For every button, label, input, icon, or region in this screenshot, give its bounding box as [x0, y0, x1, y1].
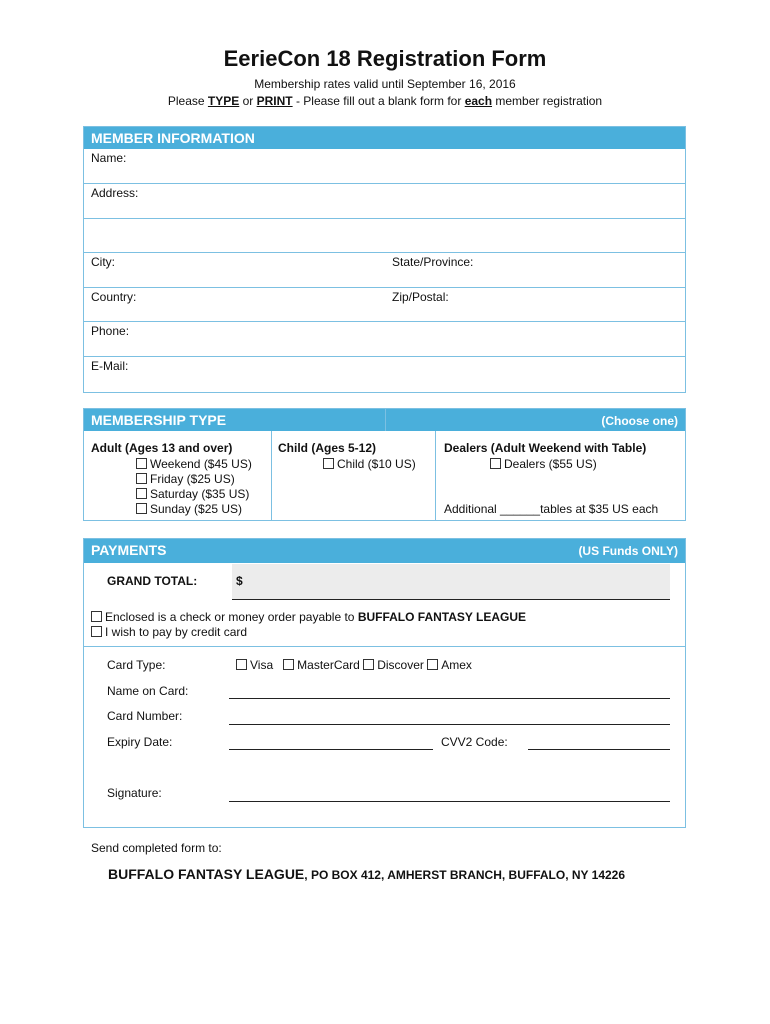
member-info-heading: MEMBER INFORMATION — [91, 130, 255, 146]
checkbox[interactable] — [136, 473, 147, 484]
checkbox[interactable] — [91, 626, 102, 637]
city-state-row — [84, 252, 685, 287]
payments-header — [84, 539, 685, 563]
email-label: E-Mail: — [91, 359, 129, 373]
instr-each: each — [464, 94, 493, 108]
payments-heading: PAYMENTS — [91, 542, 167, 558]
expiry-input[interactable] — [229, 749, 433, 750]
option-label: Weekend ($45 US) — [150, 457, 252, 471]
card-label: MasterCard — [297, 658, 360, 672]
grand-total-field[interactable] — [232, 564, 670, 600]
membership-options — [84, 431, 685, 520]
checkbox[interactable] — [136, 458, 147, 469]
child-option[interactable] — [323, 457, 416, 471]
payee-name: BUFFALO FANTASY LEAGUE — [357, 610, 527, 624]
check-option[interactable] — [91, 610, 526, 624]
member-info-section — [83, 126, 686, 393]
name-on-card-input[interactable] — [229, 698, 670, 699]
dealer-option[interactable] — [490, 457, 597, 471]
option-label: Saturday ($35 US) — [150, 487, 250, 501]
adult-title: Adult (Ages 13 and over) — [91, 441, 233, 455]
header-divider — [385, 409, 386, 431]
member-info-header — [84, 127, 685, 149]
phone-field[interactable] — [84, 321, 685, 356]
name-field[interactable] — [84, 149, 685, 183]
option-label: Sunday ($25 US) — [150, 502, 243, 516]
col-divider-1 — [271, 431, 272, 520]
instr-pre: Please — [167, 94, 208, 108]
instr-mid: - Please fill out a blank form for — [292, 94, 465, 108]
checkbox[interactable] — [136, 503, 147, 514]
dollar-sign: $ — [236, 574, 243, 588]
card-number-input[interactable] — [229, 724, 670, 725]
credit-card-option[interactable] — [91, 625, 247, 639]
col-divider-2 — [435, 431, 436, 520]
membership-type-section — [83, 408, 686, 521]
page-title: EerieCon 18 Registration Form — [223, 46, 547, 71]
checkbox[interactable] — [490, 458, 501, 469]
zip-label: Zip/Postal: — [392, 290, 449, 304]
email-field[interactable] — [84, 356, 685, 391]
instr-print: PRINT — [256, 94, 293, 108]
signature-label: Signature: — [107, 786, 162, 800]
checkbox[interactable] — [236, 659, 247, 670]
postal-address: , PO BOX 412, AMHERST BRANCH, BUFFALO, NY 14226 — [304, 868, 626, 882]
name-on-card-label: Name on Card: — [107, 684, 189, 698]
instructions — [0, 94, 770, 108]
payments-section — [83, 538, 686, 828]
instr-type: TYPE — [207, 94, 240, 108]
check-label: Enclosed is a check or money order payable to — [105, 610, 358, 624]
cvv-input[interactable] — [528, 749, 670, 750]
send-to-label: Send completed form to: — [91, 841, 222, 855]
cvv-label: CVV2 Code: — [441, 735, 508, 749]
membership-type-header — [84, 409, 685, 431]
dealer-title: Dealers (Adult Weekend with Table) — [444, 441, 647, 455]
checkbox[interactable] — [283, 659, 294, 670]
payments-divider — [84, 646, 685, 647]
country-zip-row — [84, 287, 685, 321]
grand-total-label: GRAND TOTAL: — [107, 574, 198, 588]
checkbox[interactable] — [91, 611, 102, 622]
adult-saturday-option[interactable] — [136, 487, 249, 501]
checkbox[interactable] — [363, 659, 374, 670]
option-label: Dealers ($55 US) — [504, 457, 597, 471]
choose-one-note: (Choose one) — [601, 414, 678, 428]
adult-sunday-option[interactable] — [136, 502, 242, 516]
credit-label: I wish to pay by credit card — [105, 625, 248, 639]
state-label: State/Province: — [392, 255, 474, 269]
country-label: Country: — [91, 290, 137, 304]
address-field[interactable] — [84, 183, 685, 218]
checkbox[interactable] — [136, 488, 147, 499]
name-label: Name: — [91, 151, 127, 165]
discover-option[interactable] — [363, 658, 424, 672]
child-title: Child (Ages 5-12) — [278, 441, 377, 455]
amex-option[interactable] — [427, 658, 472, 672]
adult-friday-option[interactable] — [136, 472, 235, 486]
city-label: City: — [91, 255, 115, 269]
org-name: BUFFALO FANTASY LEAGUE — [108, 866, 305, 882]
expiry-label: Expiry Date: — [107, 735, 173, 749]
card-label: Discover — [377, 658, 424, 672]
mailing-address — [108, 866, 625, 884]
us-funds-note: (US Funds ONLY) — [578, 544, 678, 558]
card-label: Visa — [250, 658, 274, 672]
mastercard-option[interactable] — [283, 658, 360, 672]
phone-label: Phone: — [91, 324, 130, 338]
visa-option[interactable] — [236, 658, 273, 672]
option-label: Friday ($25 US) — [150, 472, 235, 486]
signature-input[interactable] — [229, 801, 670, 802]
instr-or: or — [239, 94, 257, 108]
address-line-2-field[interactable] — [84, 218, 685, 252]
membership-type-heading: MEMBERSHIP TYPE — [91, 412, 227, 428]
card-number-label: Card Number: — [107, 709, 183, 723]
adult-weekend-option[interactable] — [136, 457, 252, 471]
additional-tables[interactable]: Additional ______tables at $35 US each — [444, 502, 659, 516]
card-type-options — [236, 658, 472, 672]
rates-note: Membership rates valid until September 16, 2016 — [254, 77, 516, 91]
card-label: Amex — [441, 658, 472, 672]
checkbox[interactable] — [323, 458, 334, 469]
option-label: Child ($10 US) — [337, 457, 416, 471]
address-label: Address: — [91, 186, 139, 200]
checkbox[interactable] — [427, 659, 438, 670]
instr-post: member registration — [492, 94, 603, 108]
card-type-label: Card Type: — [107, 658, 166, 672]
